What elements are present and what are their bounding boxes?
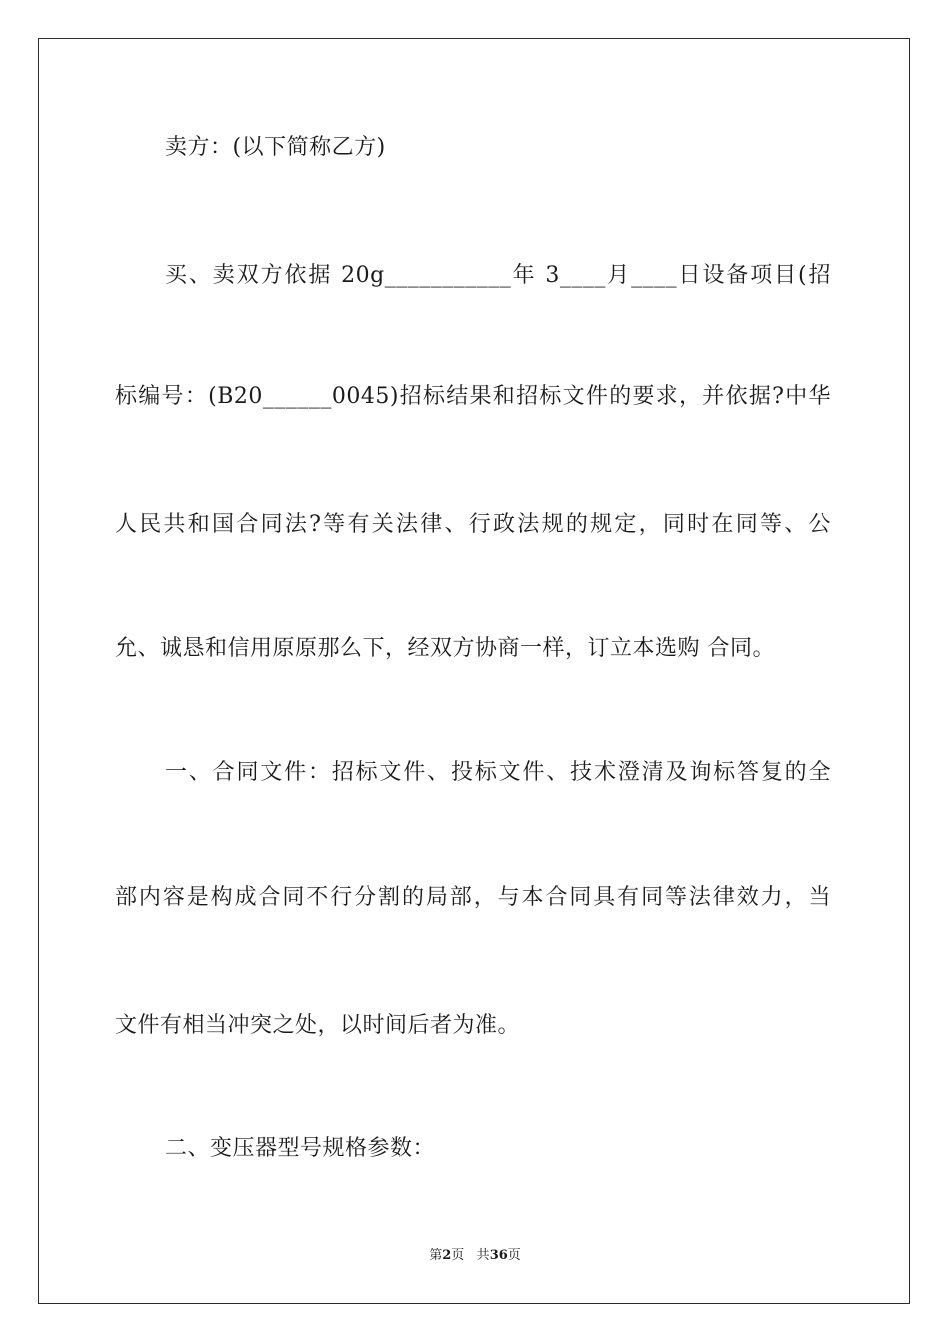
section-two-heading: 二、变压器型号规格参数： <box>165 1136 436 1161</box>
section-one-line-1: 一、合同文件：招标文件、投标文件、技术澄清及询标答复的全 <box>165 760 831 785</box>
footer-total-suffix: 页 <box>507 1248 521 1263</box>
paragraph-intro-line-2: 标编号：(B20______0045)招标结果和招标文件的要求，并依据?中华 <box>115 384 831 409</box>
footer-page-number: 2 <box>442 1248 452 1263</box>
paragraph-intro-line-1: 买、卖双方依据 20g___________年 3____月____日设备项目(招 <box>165 263 831 288</box>
footer-total-pages: 36 <box>489 1248 508 1263</box>
footer-page-suffix: 页 <box>451 1248 465 1263</box>
section-one-line-2: 部内容是构成合同不行分割的局部，与本合同具有同等法律效力，当 <box>115 885 831 910</box>
page-footer <box>0 1247 950 1265</box>
paragraph-intro-line-4: 允、诚恳和信用原原那么下，经双方协商一样，订立本选购 合同。 <box>115 636 775 661</box>
paragraph-intro-line-3: 人民共和国合同法?等有关法律、行政法规的规定，同时在同等、公 <box>115 512 831 537</box>
seller-line: 卖方：(以下简称乙方) <box>165 135 386 160</box>
footer-page-prefix: 第 <box>429 1248 443 1263</box>
section-one-line-3: 文件有相当冲突之处，以时间后者为准。 <box>115 1013 521 1038</box>
footer-total-prefix: 共 <box>476 1248 490 1263</box>
page-frame <box>38 38 910 1304</box>
